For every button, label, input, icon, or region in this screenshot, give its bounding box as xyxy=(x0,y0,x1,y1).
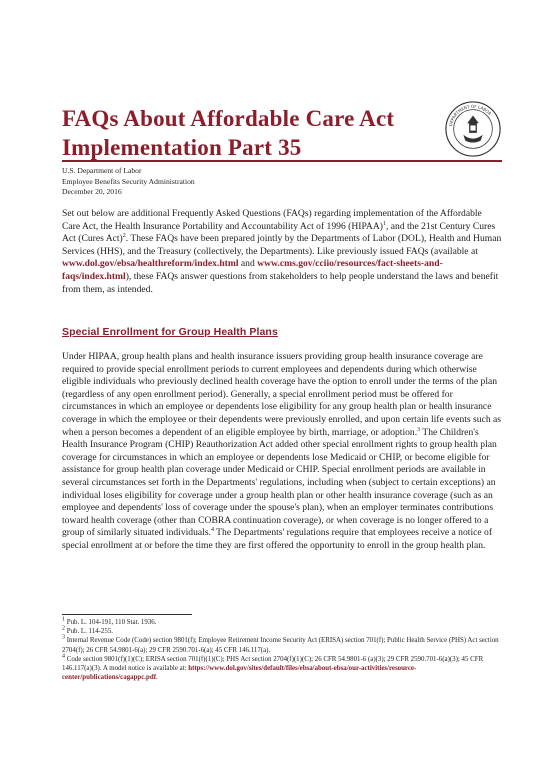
svg-text:DEPARTMENT OF LABOR: DEPARTMENT OF LABOR xyxy=(447,103,493,127)
section-paragraph xyxy=(62,351,502,553)
intro-paragraph xyxy=(62,208,502,296)
intro-text-1: Set out below are additional Frequently Asked Questions (FAQs) regarding implementation of the Affordable Care Act, the Health Insurance Portability and Accountability Act of 1996 (HIPAA) xyxy=(62,208,482,232)
intro-text-2: , and the 21st Century Cures Act (Cures Act) xyxy=(62,220,496,245)
dol-faq-link[interactable]: www.dol.gov/ebsa/healthreform/index.html xyxy=(62,258,239,270)
title-line-2: Implementation Part 35 xyxy=(62,135,302,160)
page-title xyxy=(62,104,462,162)
footnote-3: $^3$ Internal Revenue Code (Code) section 9801(f); Employee Retirement Income Security Act (ERISA) section 701(f); Public Health Service (PHS) Act section 2704(f); 26 CFR 54.9801-6(a); 29 CFR 2590.701-6(a); 45 CFR 146.117(a). xyxy=(62,635,499,654)
model-notice-link[interactable]: https://www.dol.gov/sites/default/files/ebsa/about-ebsa/our-activities/resource-center/publications/cagappc.pdf xyxy=(62,665,417,682)
intro-text-5: ), these FAQs answer questions from stakeholders to help people understand the laws and benefit from them, as intended. xyxy=(62,270,499,295)
footnote-ref-3[interactable]: 3 xyxy=(417,426,421,433)
publication-date: December 20, 2016 xyxy=(62,187,122,196)
section-text-2: The Children's Health Insurance Program (CHIP) Reauthorization Act added other special enrollment rights to group health plan coverage for circumstances in which an employee or dependents lose Medicaid or CHIP, or become eligible for assistance for group health plan coverage under Medicaid or CHIP. Special enrollment periods are available in several circumstances set forth in the Departments' regulations, including when (subject to certain exceptions) an individual loses eligibility for coverage under a group health plan or other health insurance coverage (such as an employee and dependents' loss of coverage under the spouse's plan), when an employer terminates contributions toward health coverage (other than COBRA continuation coverage), or when coverage is no longer offered to a group of similarly situated individuals. xyxy=(62,426,497,539)
footnote-ref-1[interactable]: 1 xyxy=(382,220,386,227)
footnote-divider xyxy=(62,614,192,615)
section-heading: Special Enrollment for Group Health Plans xyxy=(62,326,278,338)
agency-name: Employee Benefits Security Administration xyxy=(62,176,195,186)
title-divider xyxy=(62,160,502,162)
footnote-1: $^1$ Pub. L. 104-191, 110 Stat. 1936. xyxy=(62,616,157,626)
footnotes xyxy=(62,618,502,682)
dol-seal-icon xyxy=(444,100,502,158)
intro-text-4: and xyxy=(238,258,258,270)
intro-text-3: . These FAQs have been prepared jointly by the Departments of Labor (DOL), Health and Human Services (HHS), and the Treasury (collectively, the Departments). Like previously issued FAQs (available at xyxy=(62,233,502,257)
cms-faq-link[interactable]: www.cms.gov/cciio/resources/fact-sheets-and-faqs/index.html xyxy=(62,258,443,282)
footnote-ref-4[interactable]: 4 xyxy=(210,527,214,534)
footnote-2: $^2$ Pub. L. 114-255. xyxy=(62,625,113,636)
publication-meta xyxy=(62,166,195,198)
title-line-1: FAQs About Affordable Care Act xyxy=(62,106,395,131)
org-name: U.S. Department of Labor xyxy=(62,166,142,175)
footnote-ref-2[interactable]: 2 xyxy=(122,233,126,239)
section-text-3: The Departments' regulations require that employees receive a notice of special enrollment at or before the time they are first offered the opportunity to enroll in the group health plan. xyxy=(62,527,493,551)
footnote-4: $^4$ Code section 9801(f)(1)(C); ERISA section 701(f)(1)(C); PHS Act section 2704(f)(1)(C); 26 CFR 54.9801-6 (a)(3); 29 CFR 2590.701-6(a)(3); 45 CFR 146.117(a)(3). A model notice is available at: https://www.dol.gov/sites/default/files/ebsa/about-ebsa/our-activities/resource-center/publications/cagappc.pdf. xyxy=(62,653,484,682)
section-text-1: Under HIPAA, group health plans and health insurance issuers providing group health insurance coverage are required to provide special enrollment periods to current employees and dependents during which otherwise eligible individuals who previously declined health coverage have the option to enroll under the terms of the plan (regardless of any open enrollment period). Generally, a special enrollment period must be offered for circumstances in which an employee or dependents lose eligibility for any group health plan or health insurance coverage in which the employee or their dependents were previously enrolled, and upon certain life events such as when a person becomes a dependent of an eligible employee by birth, marriage, or adoption. xyxy=(62,351,502,438)
